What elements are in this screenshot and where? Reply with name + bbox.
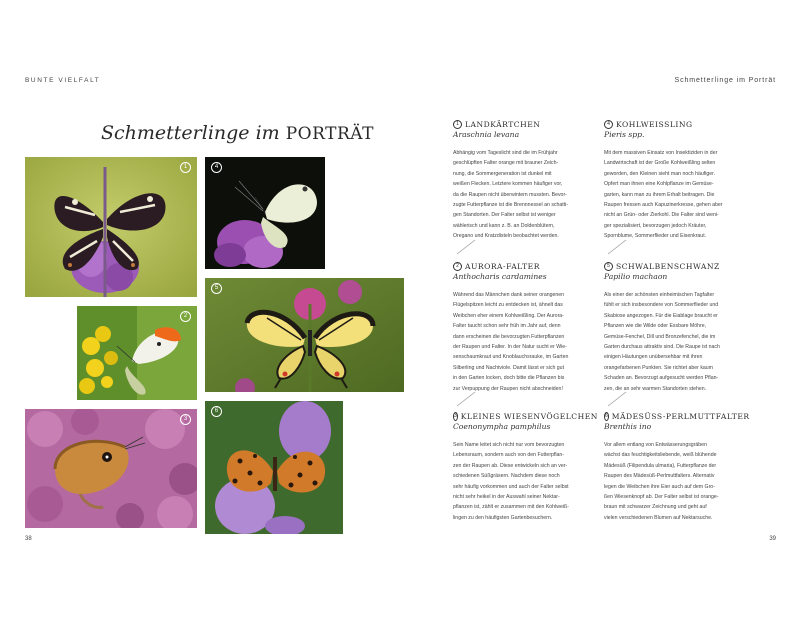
body-line: zur Verpuppung der Raupen nicht abschneiden!	[453, 385, 563, 392]
body-line: braun mit schwarzer Zeichnung und geht auf	[604, 504, 707, 511]
landkaertchen-photo	[25, 157, 197, 297]
body-line: Raupen des Mädesüß-Perlmuttfalters. Alternativ	[604, 473, 715, 480]
body-line: zugte Futterpflanze ist die Brennnessel an schatti-	[453, 202, 569, 209]
entry-body	[453, 148, 593, 242]
photo-number-badge: 2	[180, 311, 191, 322]
body-line: wächst das feuchtigkeitsliebende, weiß blühende	[604, 452, 717, 459]
body-line: Skabiose angezogen. Für die Eiablage braucht er	[604, 312, 718, 319]
body-line: Vor allem entlang von Entwässerungsgräben	[604, 442, 707, 448]
entry-heading	[604, 262, 744, 271]
body-line: gen Standorten. Der Falter selbst ist weniger	[453, 212, 556, 219]
entry-kleines-wiesenvoegelchen	[453, 412, 598, 523]
entry-heading	[604, 412, 750, 421]
page-title	[101, 122, 374, 144]
entry-body	[453, 290, 593, 394]
body-line: Garten durchaus attraktiv sind. Die Raupe ist nach	[604, 344, 720, 351]
entry-body	[604, 290, 744, 394]
body-line: Weibchen eher einem Kohlweißling. Der Aurora-	[453, 312, 564, 319]
schwalbenschwanz-photo	[205, 278, 404, 392]
entry-body	[453, 440, 593, 523]
body-line: Mädesüß (Filipendula ulmaria), Futterpflanze der	[604, 462, 717, 469]
body-line: geworden, den Kleinen sieht man noch häufiger.	[604, 170, 716, 177]
body-line: garten, kann man zu ihrem Erhalt beitragen. Die	[604, 191, 715, 198]
entry-latin-name: Brenthis ino	[604, 422, 652, 431]
body-line: nung, die Sommergeneration ist dunkel mit	[453, 170, 552, 177]
entry-name: LANDKÄRTCHEN	[465, 120, 541, 129]
body-line: Landwirtschaft ist der Große Kohlweißling selten	[604, 160, 716, 167]
entry-schwalbenschwanz	[604, 262, 744, 394]
divider-slash	[455, 238, 477, 256]
entry-number: 3	[454, 413, 457, 419]
entry-name: MÄDESÜSS-PERLMUTTFALTER	[611, 412, 750, 421]
entry-latin-name: Papilio machaon	[604, 272, 668, 281]
body-line: Spornblume, Sommerflieder und Eisenkraut.	[604, 233, 707, 240]
entry-number: 5	[604, 262, 613, 271]
photo-number-badge: 3	[180, 414, 191, 425]
body-line: legen die Weibchen ihre Eier auch auf dem Gro-	[604, 483, 715, 490]
body-line: ßen Wiesenknopf ab. Der Falter selbst ist orange-	[604, 494, 719, 501]
body-line: Silberling und Nachtviole. Damit lässt er sich gut	[453, 364, 565, 371]
body-line: Sein Name leitet sich nicht nur vom bevorzugten	[453, 442, 565, 448]
body-line: Gemüse-Fenchel, Dill und Bronzefenchel, die im	[604, 333, 716, 340]
entry-latin-name: Araschnia levana	[453, 130, 520, 139]
body-line: sehr häufig vorkommen und auch der Falter selbst	[453, 483, 569, 490]
entry-body	[604, 148, 744, 242]
entry-number: 2	[453, 262, 462, 271]
body-line: zen der Raupen ab. Diese entwickeln sich an ver-	[453, 462, 568, 469]
photo-number-badge: 6	[211, 406, 222, 417]
body-line: nicht an Grün- oder Zierkohl. Die Falter sind weni-	[604, 212, 719, 219]
body-line: Oregano und Kratzdisteln beobachtet werden.	[453, 233, 559, 240]
divider-slash	[606, 238, 628, 256]
body-line: geschlüpften Falter orange mit brauner Zeich-	[453, 160, 559, 167]
body-line: Opfert man ihnen eine Kohlpflanze im Gemüse-	[604, 181, 714, 188]
body-line: Pflanzen wie die Wilde oder Essbare Möhre,	[604, 323, 707, 330]
entry-latin-name: Pieris spp.	[604, 130, 645, 139]
entry-name: KLEINES WIESENVÖGELCHEN	[460, 412, 598, 421]
body-line: wählerisch und kann z. B. an Doldenblütern,	[453, 222, 555, 229]
body-line: nicht sehr heikel in der Auswahl seiner Nektar-	[453, 494, 560, 501]
entry-number: 6	[605, 413, 608, 419]
entry-latin-name: Anthocharis cardamines	[453, 272, 547, 281]
body-line: schiedenen Süßgräsern. Nachdem diese noch	[453, 473, 560, 480]
body-line: zen, die an sehr warmen Standorten stehen.	[604, 385, 707, 392]
body-line: der Raupen und Falter. In der Natur sucht er Wie-	[453, 344, 567, 351]
photo-number-badge: 5	[211, 283, 222, 294]
entry-kohlweissling	[604, 120, 744, 242]
running-head-right: Schmetterlinge im Porträt	[674, 77, 776, 84]
photo-number-badge: 1	[180, 162, 191, 173]
entry-landkaertchen	[453, 120, 593, 242]
body-line: in den Garten locken, doch bitte die Pflanzen bis	[453, 375, 565, 382]
page-number-left: 38	[25, 536, 32, 542]
running-head-left: BUNTE VIELFALT	[25, 77, 101, 84]
body-line: lingen zu den häufigsten Gartenbesuchern.	[453, 514, 553, 521]
body-line: Als einer der schönsten einheimischen Tagfalter	[604, 292, 715, 298]
photo-number-badge: 4	[211, 162, 222, 173]
page-title-italic: Schmetterlinge im	[101, 122, 286, 144]
divider-slash	[455, 390, 477, 408]
entry-heading	[453, 120, 593, 129]
body-line: da die Raupen nicht überwintern mussten. Bevor-	[453, 191, 567, 198]
body-line: ger spezialisiert, bevorzugen jedoch Kräuter,	[604, 222, 707, 229]
body-line: Flügelspitzen leicht zu entdecken ist, ähnelt das	[453, 302, 563, 309]
body-line: orangefarbenen Punkten. Sie richtet aber kaum	[604, 364, 714, 371]
body-line: vielen verschiedenen Blumen auf Nektarsuche.	[604, 514, 713, 521]
body-line: Raupen fressen auch Kapuzinerkresse, gehen aber	[604, 202, 723, 209]
kohlweissling-photo	[205, 157, 325, 269]
entry-aurora-falter	[453, 262, 593, 394]
entry-maedesuess-perlmuttfalter	[604, 412, 750, 523]
body-line: dann erscheinen die bevorzugten Futterpflanzen	[453, 333, 565, 340]
entry-body	[604, 440, 744, 523]
body-line: fühlt er sich insbesondere von Sommerflieder und	[604, 302, 719, 309]
entry-name: KOHLWEISSLING	[616, 120, 693, 129]
body-line: Lebensraum, sondern auch von den Futterpflan-	[453, 452, 565, 459]
entry-heading	[453, 412, 598, 421]
entry-name: SCHWALBENSCHWANZ	[616, 262, 720, 271]
aurora-falter-photo	[77, 306, 197, 400]
page-number-right: 39	[769, 536, 776, 542]
body-line: Abhängig vom Tageslicht sind die im Frühjahr	[453, 150, 558, 156]
body-line: pflanzen ist, zählt er zusammen mit den Kohlweiß-	[453, 504, 569, 511]
entry-number: 1	[453, 120, 462, 129]
body-line: senschaumkraut und Knoblauchsrauke, im Garten	[453, 354, 569, 361]
entry-name: AURORA-FALTER	[465, 262, 540, 271]
maedesuess-perlmuttfalter-photo	[205, 401, 343, 534]
body-line: Falter taucht schon sehr früh im Jahr auf, denn	[453, 323, 561, 330]
body-line: Mit dem massiven Einsatz von Insektiziden in der	[604, 150, 718, 156]
entry-heading	[604, 120, 744, 129]
kleines-wiesenvoegelchen-photo	[25, 409, 197, 528]
body-line: Während das Männchen dank seiner orangenen	[453, 292, 565, 298]
divider-slash	[606, 390, 628, 408]
entry-latin-name: Coenonympha pamphilus	[453, 422, 551, 431]
entry-number: 4	[604, 120, 613, 129]
body-line: Schaden an. Bevorzugt aufgesucht werden Pflan-	[604, 375, 719, 382]
body-line: weißen Flecken. Letztere kommen häufiger vor,	[453, 181, 563, 188]
entry-heading	[453, 262, 593, 271]
page-title-caps: PORTRÄT	[285, 124, 374, 144]
body-line: einigen Häutungen unübersehbar mit ihren	[604, 354, 703, 361]
